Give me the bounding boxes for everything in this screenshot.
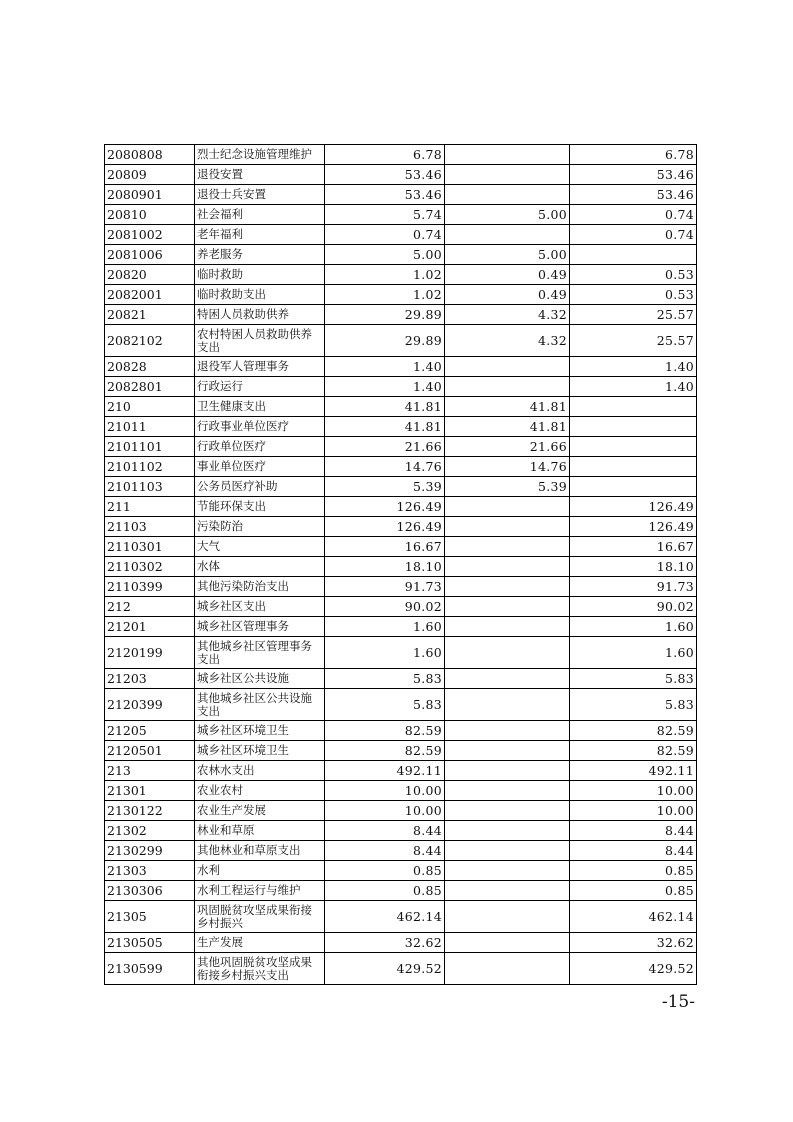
subject-name-cell: 退役安置 xyxy=(195,165,325,185)
project-expenditure-cell xyxy=(570,245,697,265)
subject-name-cell: 生产发展 xyxy=(195,933,325,953)
table-row xyxy=(105,781,697,801)
table-row xyxy=(105,597,697,617)
page-number: -15- xyxy=(661,992,695,1012)
subject-name-cell: 临时救助支出 xyxy=(195,285,325,305)
subject-name-cell: 林业和草原 xyxy=(195,821,325,841)
subject-code-cell: 20809 xyxy=(105,165,195,185)
basic-expenditure-cell: 5.00 xyxy=(445,245,570,265)
project-expenditure-cell: 0.53 xyxy=(570,265,697,285)
subject-code-cell: 21205 xyxy=(105,721,195,741)
basic-expenditure-cell xyxy=(445,933,570,953)
subject-code-cell: 21302 xyxy=(105,821,195,841)
table-row xyxy=(105,357,697,377)
project-expenditure-cell: 0.53 xyxy=(570,285,697,305)
subject-code-cell: 2101101 xyxy=(105,437,195,457)
subject-code-cell: 2082102 xyxy=(105,325,195,357)
total-amount-cell: 5.00 xyxy=(325,245,445,265)
project-expenditure-cell: 126.49 xyxy=(570,517,697,537)
subject-name-cell: 水利工程运行与维护 xyxy=(195,881,325,901)
subject-name-cell: 其他城乡社区管理事务支出 xyxy=(195,637,325,669)
basic-expenditure-cell xyxy=(445,597,570,617)
table-row xyxy=(105,933,697,953)
table-row xyxy=(105,185,697,205)
project-expenditure-cell: 82.59 xyxy=(570,721,697,741)
subject-code-cell: 2080808 xyxy=(105,145,195,165)
project-expenditure-cell: 32.62 xyxy=(570,933,697,953)
basic-expenditure-cell xyxy=(445,881,570,901)
subject-name-cell: 巩固脱贫攻坚成果衔接乡村振兴 xyxy=(195,901,325,933)
project-expenditure-cell: 53.46 xyxy=(570,165,697,185)
subject-name-cell: 特困人员救助供养 xyxy=(195,305,325,325)
subject-name-cell: 公务员医疗补助 xyxy=(195,477,325,497)
project-expenditure-cell: 0.85 xyxy=(570,861,697,881)
project-expenditure-cell xyxy=(570,477,697,497)
basic-expenditure-cell: 4.32 xyxy=(445,325,570,357)
basic-expenditure-cell xyxy=(445,145,570,165)
subject-code-cell: 2120399 xyxy=(105,689,195,721)
table-row xyxy=(105,861,697,881)
basic-expenditure-cell xyxy=(445,637,570,669)
subject-name-cell: 行政运行 xyxy=(195,377,325,397)
total-amount-cell: 14.76 xyxy=(325,457,445,477)
total-amount-cell: 1.40 xyxy=(325,357,445,377)
subject-name-cell: 城乡社区环境卫生 xyxy=(195,721,325,741)
subject-name-cell: 社会福利 xyxy=(195,205,325,225)
project-expenditure-cell: 492.11 xyxy=(570,761,697,781)
total-amount-cell: 126.49 xyxy=(325,517,445,537)
total-amount-cell: 1.02 xyxy=(325,265,445,285)
subject-code-cell: 2080901 xyxy=(105,185,195,205)
basic-expenditure-cell xyxy=(445,689,570,721)
table-row xyxy=(105,225,697,245)
project-expenditure-cell: 1.60 xyxy=(570,637,697,669)
subject-name-cell: 节能环保支出 xyxy=(195,497,325,517)
subject-name-cell: 其他污染防治支出 xyxy=(195,577,325,597)
project-expenditure-cell: 5.83 xyxy=(570,689,697,721)
subject-name-cell: 退役士兵安置 xyxy=(195,185,325,205)
project-expenditure-cell: 8.44 xyxy=(570,821,697,841)
table-row xyxy=(105,477,697,497)
table-row xyxy=(105,205,697,225)
project-expenditure-cell xyxy=(570,457,697,477)
project-expenditure-cell: 25.57 xyxy=(570,325,697,357)
budget-expenditure-table xyxy=(104,144,697,985)
subject-code-cell: 2082801 xyxy=(105,377,195,397)
basic-expenditure-cell: 14.76 xyxy=(445,457,570,477)
subject-code-cell: 2130505 xyxy=(105,933,195,953)
table-row xyxy=(105,901,697,933)
total-amount-cell: 82.59 xyxy=(325,721,445,741)
subject-name-cell: 大气 xyxy=(195,537,325,557)
project-expenditure-cell: 18.10 xyxy=(570,557,697,577)
total-amount-cell: 91.73 xyxy=(325,577,445,597)
project-expenditure-cell: 8.44 xyxy=(570,841,697,861)
project-expenditure-cell: 1.40 xyxy=(570,357,697,377)
subject-code-cell: 2110302 xyxy=(105,557,195,577)
total-amount-cell: 0.85 xyxy=(325,881,445,901)
subject-code-cell: 21011 xyxy=(105,417,195,437)
total-amount-cell: 16.67 xyxy=(325,537,445,557)
table-row xyxy=(105,305,697,325)
table-row xyxy=(105,325,697,357)
basic-expenditure-cell: 0.49 xyxy=(445,285,570,305)
table-row xyxy=(105,689,697,721)
total-amount-cell: 1.60 xyxy=(325,637,445,669)
basic-expenditure-cell xyxy=(445,537,570,557)
table-row xyxy=(105,397,697,417)
subject-name-cell: 农业生产发展 xyxy=(195,801,325,821)
subject-code-cell: 20828 xyxy=(105,357,195,377)
project-expenditure-cell: 25.57 xyxy=(570,305,697,325)
table-row xyxy=(105,881,697,901)
table-row xyxy=(105,577,697,597)
subject-name-cell: 行政事业单位医疗 xyxy=(195,417,325,437)
project-expenditure-cell: 462.14 xyxy=(570,901,697,933)
table-row xyxy=(105,669,697,689)
total-amount-cell: 32.62 xyxy=(325,933,445,953)
subject-name-cell: 农业农村 xyxy=(195,781,325,801)
subject-name-cell: 城乡社区支出 xyxy=(195,597,325,617)
subject-code-cell: 21301 xyxy=(105,781,195,801)
total-amount-cell: 429.52 xyxy=(325,953,445,985)
total-amount-cell: 5.83 xyxy=(325,689,445,721)
subject-code-cell: 2130122 xyxy=(105,801,195,821)
table-row xyxy=(105,497,697,517)
table-row xyxy=(105,821,697,841)
total-amount-cell: 5.74 xyxy=(325,205,445,225)
basic-expenditure-cell: 41.81 xyxy=(445,397,570,417)
subject-code-cell: 20810 xyxy=(105,205,195,225)
total-amount-cell: 29.89 xyxy=(325,305,445,325)
total-amount-cell: 82.59 xyxy=(325,741,445,761)
basic-expenditure-cell xyxy=(445,357,570,377)
subject-name-cell: 农村特困人员救助供养支出 xyxy=(195,325,325,357)
subject-code-cell: 2120501 xyxy=(105,741,195,761)
total-amount-cell: 90.02 xyxy=(325,597,445,617)
basic-expenditure-cell xyxy=(445,557,570,577)
subject-name-cell: 其他巩固脱贫攻坚成果衔接乡村振兴支出 xyxy=(195,953,325,985)
basic-expenditure-cell xyxy=(445,901,570,933)
subject-name-cell: 城乡社区管理事务 xyxy=(195,617,325,637)
project-expenditure-cell: 1.60 xyxy=(570,617,697,637)
subject-code-cell: 2130599 xyxy=(105,953,195,985)
basic-expenditure-cell xyxy=(445,577,570,597)
project-expenditure-cell: 0.74 xyxy=(570,225,697,245)
table-row xyxy=(105,437,697,457)
project-expenditure-cell: 1.40 xyxy=(570,377,697,397)
subject-code-cell: 2110399 xyxy=(105,577,195,597)
subject-code-cell: 20821 xyxy=(105,305,195,325)
subject-name-cell: 临时救助 xyxy=(195,265,325,285)
subject-name-cell: 城乡社区公共设施 xyxy=(195,669,325,689)
subject-name-cell: 卫生健康支出 xyxy=(195,397,325,417)
basic-expenditure-cell xyxy=(445,669,570,689)
total-amount-cell: 41.81 xyxy=(325,417,445,437)
subject-name-cell: 其他林业和草原支出 xyxy=(195,841,325,861)
subject-name-cell: 城乡社区环境卫生 xyxy=(195,741,325,761)
basic-expenditure-cell: 21.66 xyxy=(445,437,570,457)
subject-code-cell: 213 xyxy=(105,761,195,781)
basic-expenditure-cell: 4.32 xyxy=(445,305,570,325)
table-row xyxy=(105,377,697,397)
project-expenditure-cell: 5.83 xyxy=(570,669,697,689)
project-expenditure-cell: 90.02 xyxy=(570,597,697,617)
table-row xyxy=(105,517,697,537)
subject-code-cell: 2082001 xyxy=(105,285,195,305)
basic-expenditure-cell xyxy=(445,953,570,985)
total-amount-cell: 53.46 xyxy=(325,185,445,205)
total-amount-cell: 53.46 xyxy=(325,165,445,185)
total-amount-cell: 10.00 xyxy=(325,801,445,821)
total-amount-cell: 21.66 xyxy=(325,437,445,457)
basic-expenditure-cell xyxy=(445,185,570,205)
table-row xyxy=(105,841,697,861)
table-row xyxy=(105,417,697,437)
subject-code-cell: 210 xyxy=(105,397,195,417)
subject-name-cell: 污染防治 xyxy=(195,517,325,537)
subject-code-cell: 21303 xyxy=(105,861,195,881)
table-row xyxy=(105,617,697,637)
project-expenditure-cell: 0.74 xyxy=(570,205,697,225)
project-expenditure-cell xyxy=(570,437,697,457)
table-row xyxy=(105,741,697,761)
total-amount-cell: 10.00 xyxy=(325,781,445,801)
basic-expenditure-cell: 5.00 xyxy=(445,205,570,225)
basic-expenditure-cell xyxy=(445,165,570,185)
total-amount-cell: 8.44 xyxy=(325,821,445,841)
project-expenditure-cell: 10.00 xyxy=(570,801,697,821)
subject-code-cell: 2081006 xyxy=(105,245,195,265)
table-row xyxy=(105,457,697,477)
subject-name-cell: 水体 xyxy=(195,557,325,577)
total-amount-cell: 462.14 xyxy=(325,901,445,933)
total-amount-cell: 5.83 xyxy=(325,669,445,689)
project-expenditure-cell: 126.49 xyxy=(570,497,697,517)
basic-expenditure-cell xyxy=(445,741,570,761)
subject-name-cell: 养老服务 xyxy=(195,245,325,265)
basic-expenditure-cell xyxy=(445,801,570,821)
subject-name-cell: 老年福利 xyxy=(195,225,325,245)
basic-expenditure-cell xyxy=(445,497,570,517)
subject-code-cell: 21305 xyxy=(105,901,195,933)
basic-expenditure-cell: 0.49 xyxy=(445,265,570,285)
table-row xyxy=(105,285,697,305)
subject-code-cell: 2101102 xyxy=(105,457,195,477)
subject-code-cell: 2101103 xyxy=(105,477,195,497)
table-row xyxy=(105,801,697,821)
subject-code-cell: 20820 xyxy=(105,265,195,285)
basic-expenditure-cell xyxy=(445,821,570,841)
basic-expenditure-cell xyxy=(445,841,570,861)
total-amount-cell: 1.40 xyxy=(325,377,445,397)
subject-name-cell: 农林水支出 xyxy=(195,761,325,781)
project-expenditure-cell: 10.00 xyxy=(570,781,697,801)
subject-code-cell: 2081002 xyxy=(105,225,195,245)
subject-code-cell: 211 xyxy=(105,497,195,517)
project-expenditure-cell xyxy=(570,417,697,437)
table-row xyxy=(105,265,697,285)
basic-expenditure-cell: 41.81 xyxy=(445,417,570,437)
subject-code-cell: 2130299 xyxy=(105,841,195,861)
table-row xyxy=(105,245,697,265)
subject-code-cell: 21201 xyxy=(105,617,195,637)
project-expenditure-cell: 53.46 xyxy=(570,185,697,205)
subject-code-cell: 21203 xyxy=(105,669,195,689)
table-row xyxy=(105,637,697,669)
total-amount-cell: 126.49 xyxy=(325,497,445,517)
subject-name-cell: 水利 xyxy=(195,861,325,881)
table-row xyxy=(105,145,697,165)
basic-expenditure-cell: 5.39 xyxy=(445,477,570,497)
basic-expenditure-cell xyxy=(445,225,570,245)
total-amount-cell: 1.02 xyxy=(325,285,445,305)
total-amount-cell: 5.39 xyxy=(325,477,445,497)
subject-name-cell: 退役军人管理事务 xyxy=(195,357,325,377)
project-expenditure-cell: 429.52 xyxy=(570,953,697,985)
basic-expenditure-cell xyxy=(445,377,570,397)
basic-expenditure-cell xyxy=(445,517,570,537)
total-amount-cell: 0.74 xyxy=(325,225,445,245)
subject-code-cell: 2110301 xyxy=(105,537,195,557)
subject-code-cell: 2120199 xyxy=(105,637,195,669)
table-body xyxy=(105,145,697,985)
table-row xyxy=(105,721,697,741)
total-amount-cell: 41.81 xyxy=(325,397,445,417)
subject-name-cell: 其他城乡社区公共设施支出 xyxy=(195,689,325,721)
total-amount-cell: 18.10 xyxy=(325,557,445,577)
table-row xyxy=(105,761,697,781)
project-expenditure-cell: 6.78 xyxy=(570,145,697,165)
project-expenditure-cell: 16.67 xyxy=(570,537,697,557)
project-expenditure-cell: 0.85 xyxy=(570,881,697,901)
basic-expenditure-cell xyxy=(445,761,570,781)
total-amount-cell: 0.85 xyxy=(325,861,445,881)
table-row xyxy=(105,953,697,985)
subject-code-cell: 21103 xyxy=(105,517,195,537)
subject-name-cell: 事业单位医疗 xyxy=(195,457,325,477)
total-amount-cell: 492.11 xyxy=(325,761,445,781)
project-expenditure-cell: 91.73 xyxy=(570,577,697,597)
table-row xyxy=(105,165,697,185)
total-amount-cell: 6.78 xyxy=(325,145,445,165)
total-amount-cell: 29.89 xyxy=(325,325,445,357)
project-expenditure-cell xyxy=(570,397,697,417)
subject-code-cell: 212 xyxy=(105,597,195,617)
project-expenditure-cell: 82.59 xyxy=(570,741,697,761)
table-row xyxy=(105,537,697,557)
subject-name-cell: 烈士纪念设施管理维护 xyxy=(195,145,325,165)
total-amount-cell: 1.60 xyxy=(325,617,445,637)
total-amount-cell: 8.44 xyxy=(325,841,445,861)
table-row xyxy=(105,557,697,577)
subject-name-cell: 行政单位医疗 xyxy=(195,437,325,457)
basic-expenditure-cell xyxy=(445,617,570,637)
basic-expenditure-cell xyxy=(445,721,570,741)
basic-expenditure-cell xyxy=(445,861,570,881)
subject-code-cell: 2130306 xyxy=(105,881,195,901)
basic-expenditure-cell xyxy=(445,781,570,801)
